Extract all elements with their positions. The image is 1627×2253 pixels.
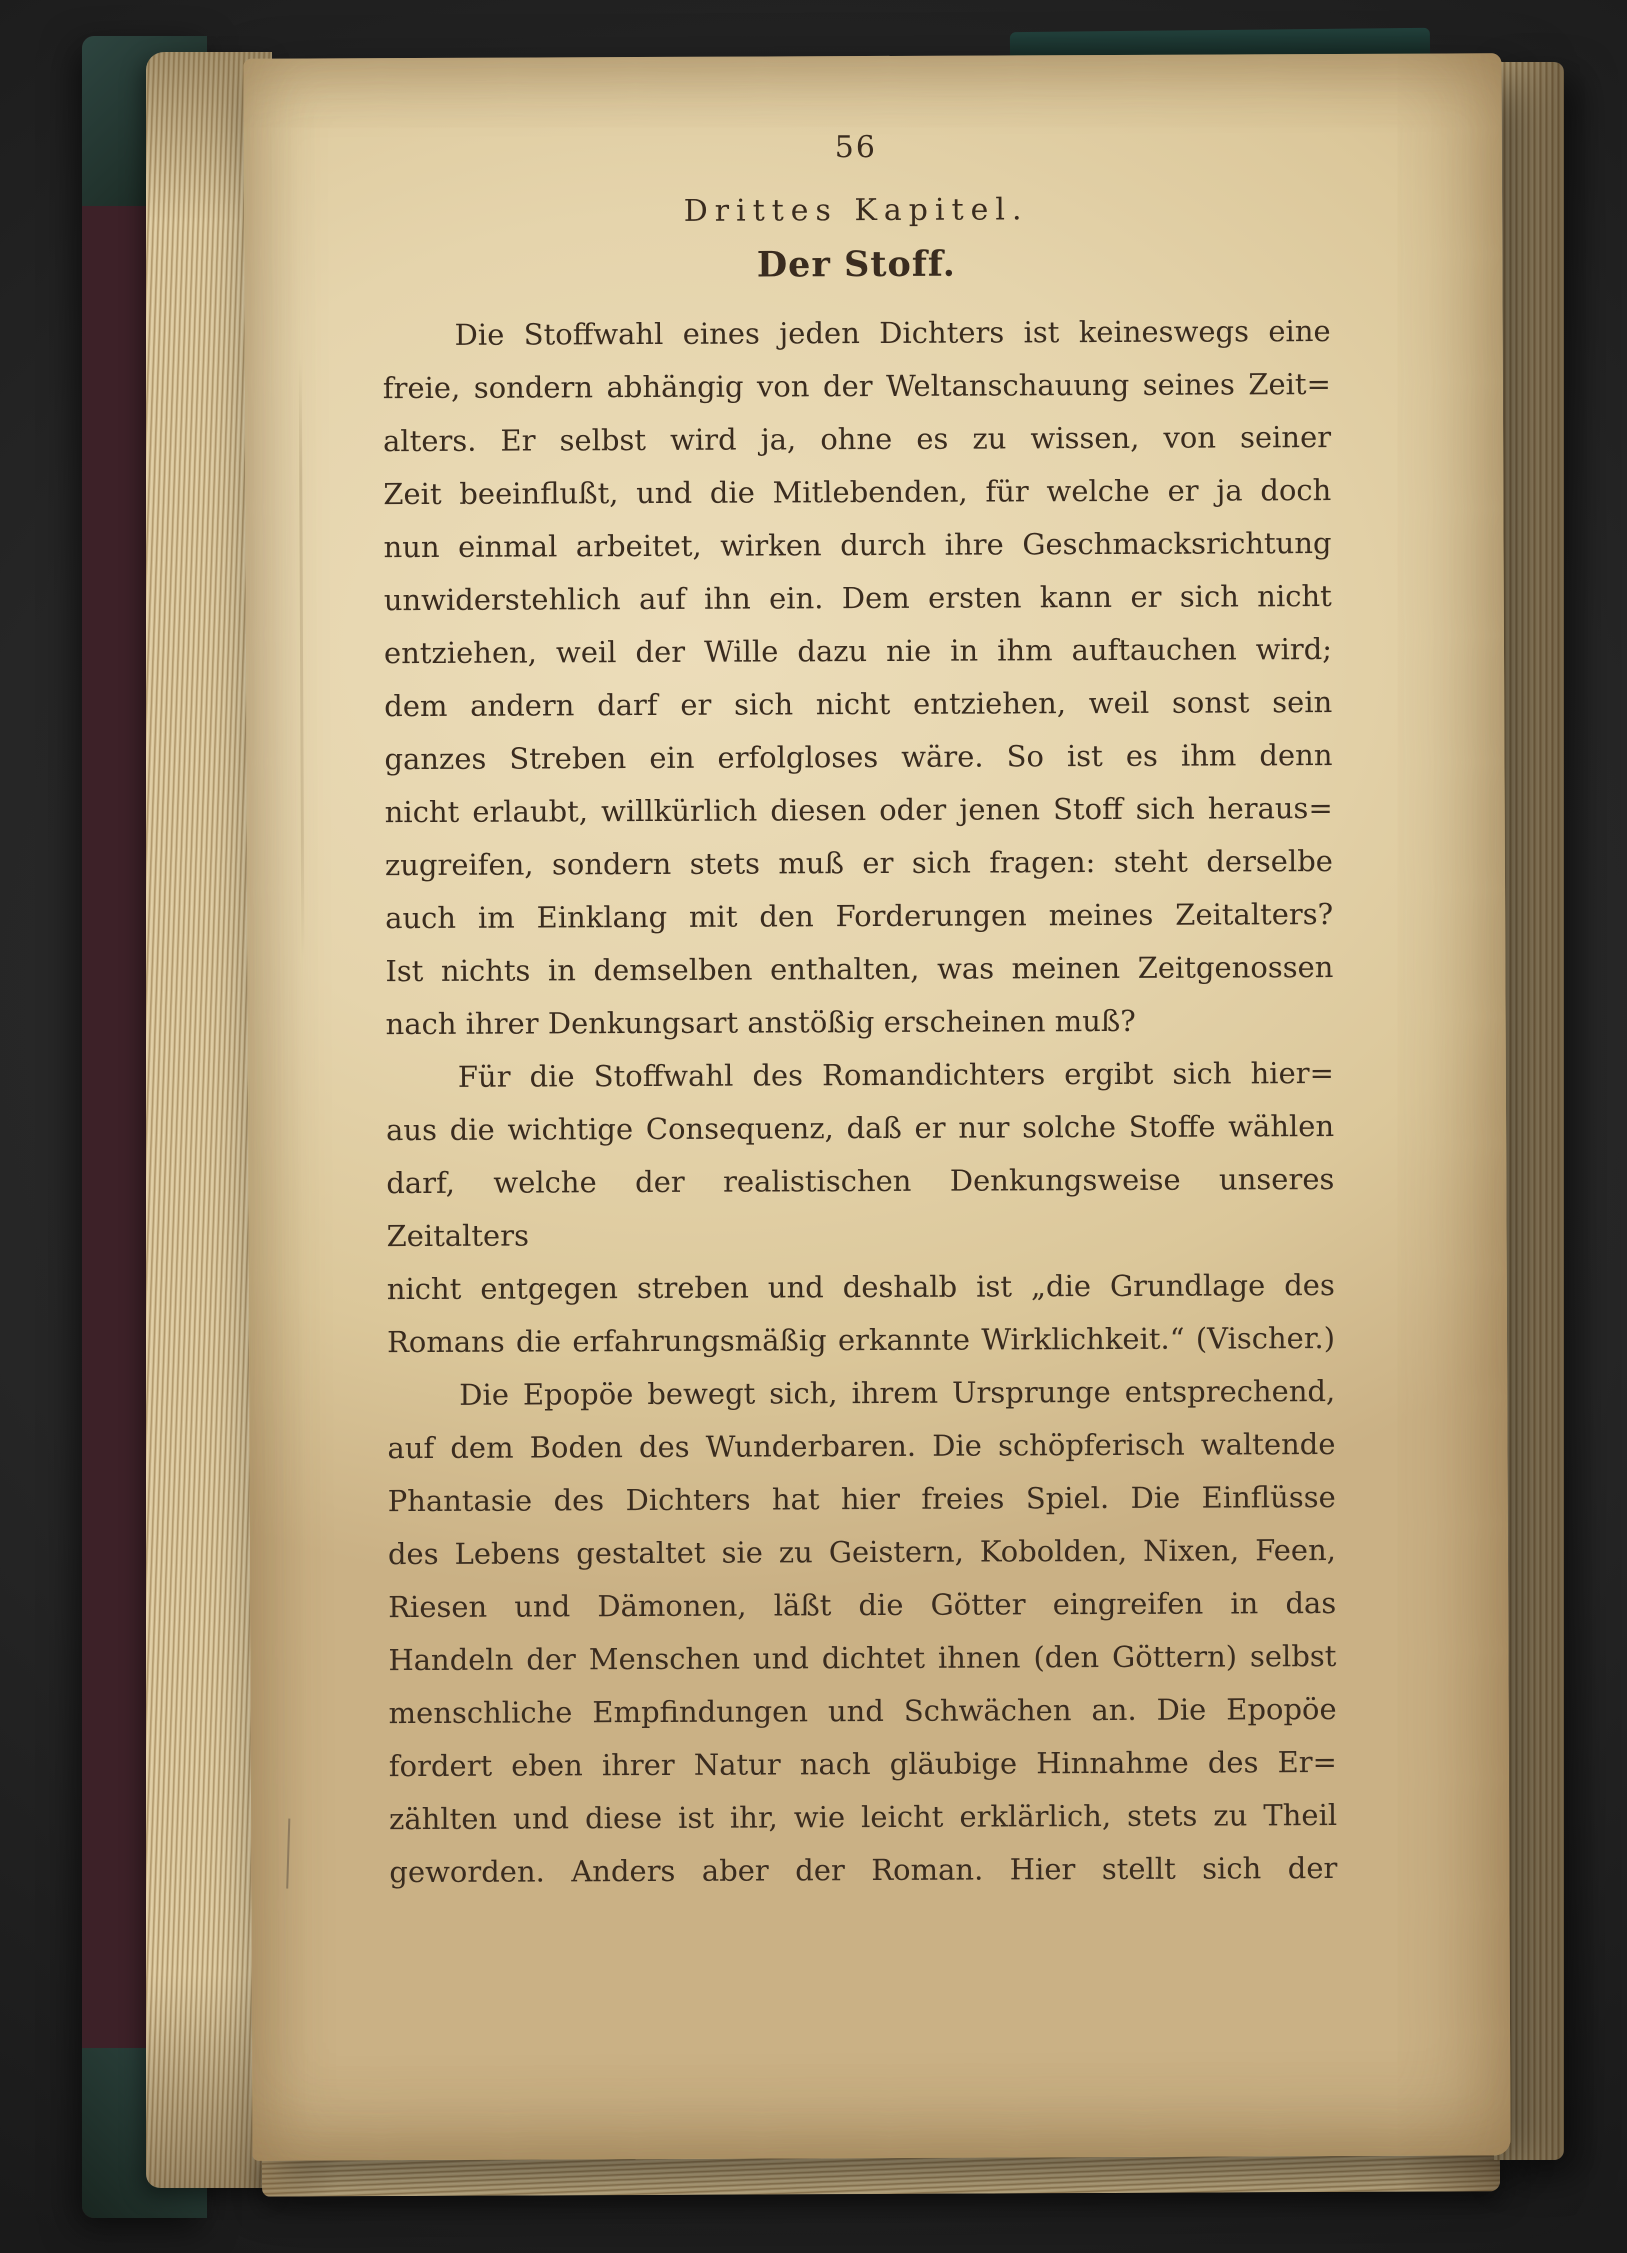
text-line: Phantasie des Dichters hat hier freies Spiel. Die Einflüsse [387, 1480, 1336, 1519]
text-line: darf, welche der realistischen Denkungsweise unseres Zeitalters [386, 1162, 1335, 1254]
text-line: nicht entgegen streben und deshalb ist „die Grundlage des [386, 1268, 1335, 1307]
text-line: dem andern darf er sich nicht entziehen, weil sonst sein [384, 685, 1333, 724]
text-line: Die Stoffwahl eines jeden Dichters ist keineswegs eine [454, 314, 1331, 352]
text-line: Die Epopöe bewegt sich, ihrem Ursprunge entsprechend, [459, 1374, 1336, 1412]
text-line: menschliche Empfindungen und Schwächen an. Die Epopöe [388, 1692, 1337, 1731]
page-number: 56 [834, 129, 877, 166]
text-line: unwiderstehlich auf ihn ein. Dem ersten kann er sich nicht [383, 579, 1332, 618]
text-line: zugreifen, sondern stets muß er sich fragen: steht derselbe [384, 844, 1334, 883]
text-line: Handeln der Menschen und dichtet ihnen (den Göttern) selbst [388, 1639, 1337, 1678]
section-title: Der Stoff. [756, 243, 956, 286]
text-line: ganzes Streben ein erfolgloses wäre. So ist es ihm denn [384, 738, 1333, 777]
text-line: nach ihrer Denkungsart anstößig erscheinen muß? [385, 1003, 1136, 1042]
text-line: auch im Einklang mit den Forderungen meines Zeitalters? [385, 897, 1334, 936]
text-line: geworden. Anders aber der Roman. Hier stellt sich der [389, 1850, 1338, 1890]
text-line: alters. Er selbst wird ja, ohne es zu wissen, von seiner [383, 420, 1332, 459]
text-line: Zeit beeinflußt, und die Mitlebenden, für welche er ja doch [383, 473, 1332, 512]
chapter-heading: Drittes Kapitel. [683, 192, 1029, 229]
text-line: auf dem Boden des Wunderbaren. Die schöpferisch waltende [387, 1427, 1336, 1466]
text-line: Ist nichts in demselben enthalten, was meinen Zeitgenossen [385, 950, 1334, 989]
margin-mark [286, 1819, 290, 1889]
paragraph-1 [383, 305, 1334, 1051]
text-line: entziehen, weil der Wille dazu nie in ihm auftauchen wird; [383, 632, 1333, 671]
text-line: Riesen und Dämonen, läßt die Götter eingreifen in das [388, 1586, 1337, 1625]
text-line: Romans die erfahrungsmäßig erkannte Wirklichkeit.“ (Vischer.) [386, 1321, 1336, 1360]
text-line: fordert eben ihrer Natur nach gläubige Hinnahme des Er= [388, 1744, 1337, 1784]
text-line: nicht erlaubt, willkürlich diesen oder jenen Stoff sich heraus= [384, 791, 1333, 830]
paragraph-3 [387, 1365, 1337, 1899]
text-line: nun einmal arbeitet, wirken durch ihre Geschmacksrichtung [383, 526, 1332, 565]
text-line: zählten und diese ist ihr, wie leicht erklärlich, stets zu Theil [389, 1797, 1338, 1837]
text-line: Für die Stoffwahl des Romandichters ergibt sich hier= [457, 1056, 1334, 1094]
body-text [383, 305, 1338, 1899]
page-content [382, 128, 1338, 1899]
text-line: des Lebens gestaltet sie zu Geistern, Kobolden, Nixen, Feen, [387, 1533, 1337, 1572]
text-line: freie, sondern abhängig von der Weltanschauung seines Zeit= [382, 367, 1331, 406]
book-page [243, 53, 1510, 2160]
text-line: aus die wichtige Consequenz, daß er nur solche Stoffe wählen [386, 1109, 1335, 1148]
paper-crease [299, 359, 305, 959]
paragraph-2 [386, 1047, 1335, 1369]
